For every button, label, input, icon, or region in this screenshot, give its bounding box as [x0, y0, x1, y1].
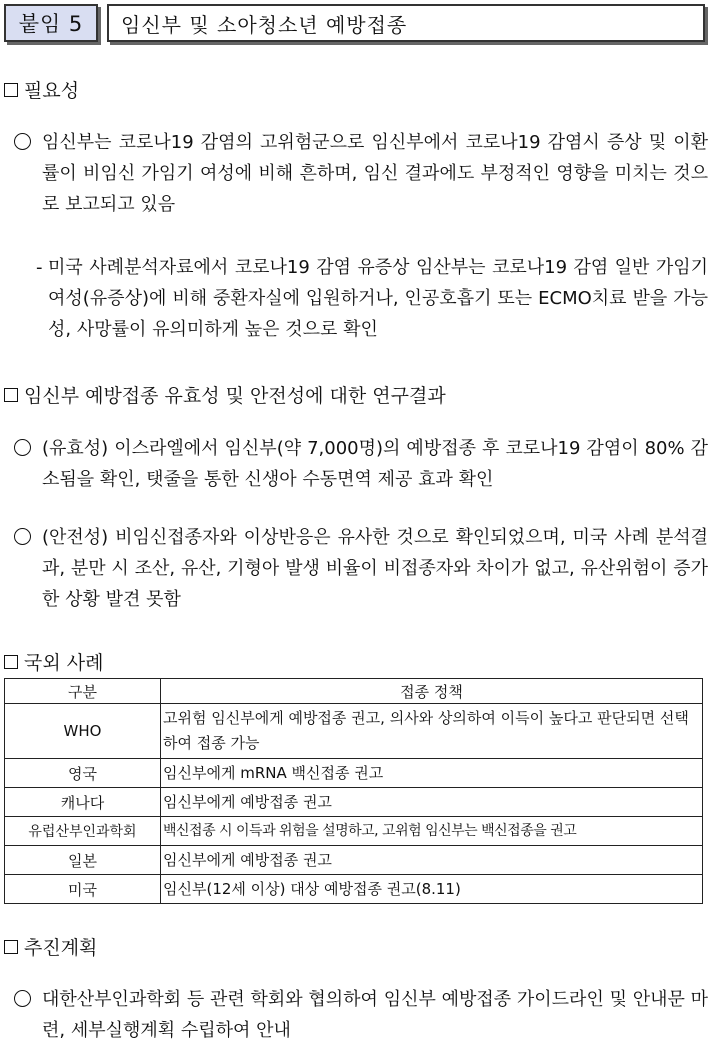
safety-paragraph	[14, 522, 708, 615]
table-cell-country: 캐나다	[5, 788, 161, 817]
sub-item-text: 미국 사례분석자료에서 코로나19 감염 유증상 임산부는 코로나19 감염 일반 가임기 여성(유증상)에 비해 중환자실에 입원하거나, 인공호흡기 또는 ECMO치료 받을 가능성, 사망률이 유의미하게 높은 것으로 확인	[48, 257, 708, 340]
table-row	[5, 875, 703, 904]
section-heading-label: 추진계획	[24, 937, 98, 959]
table-cell-country: WHO	[5, 704, 161, 759]
section-heading-research	[4, 381, 446, 408]
table-cell-policy: 임신부에게 예방접종 권고	[161, 788, 703, 817]
square-bullet-icon	[4, 655, 18, 669]
section-heading-label: 필요성	[24, 80, 80, 102]
section-heading-necessity	[4, 76, 79, 103]
table-cell-policy: 임신부에게 예방접종 권고	[161, 846, 703, 875]
table-row	[5, 704, 703, 759]
section-heading-label: 임신부 예방접종 유효성 및 안전성에 대한 연구결과	[24, 385, 446, 407]
document-title: 임신부 및 소아청소년 예방접종	[107, 4, 705, 42]
plan-paragraph	[14, 984, 708, 1046]
dash-bullet: -	[36, 257, 43, 278]
necessity-sub-item	[36, 252, 708, 345]
paragraph-text: 임신부는 코로나19 감염의 고위험군으로 임신부에서 코로나19 감염시 증상 및 이환률이 비임신 가임기 여성에 비해 흔하며, 임신 결과에도 부정적인 영향을 미치는 것으로 보고되고 있음	[42, 132, 708, 215]
table-row	[5, 759, 703, 788]
circle-bullet-icon	[14, 990, 31, 1007]
table-row	[5, 846, 703, 875]
table-cell-country: 미국	[5, 875, 161, 904]
table-header-row	[5, 679, 703, 704]
table-row	[5, 788, 703, 817]
circle-bullet-icon	[14, 528, 31, 545]
necessity-paragraph	[14, 127, 708, 220]
section-heading-overseas	[4, 648, 103, 675]
circle-bullet-icon	[14, 439, 31, 456]
table-cell-policy: 고위험 임신부에게 예방접종 권고, 의사와 상의하여 이득이 높다고 판단되면 선택하여 접종 가능	[161, 704, 703, 759]
table-cell-policy: 임신부(12세 이상) 대상 예방접종 권고(8.11)	[161, 875, 703, 904]
square-bullet-icon	[4, 388, 18, 402]
efficacy-paragraph	[14, 433, 708, 495]
attachment-tag: 붙임 5	[4, 4, 98, 42]
overseas-policy-table	[4, 678, 703, 904]
square-bullet-icon	[4, 83, 18, 97]
column-header: 접종 정책	[161, 679, 703, 704]
section-heading-label: 국외 사례	[24, 652, 104, 674]
section-heading-plan	[4, 933, 97, 960]
table-cell-policy: 임신부에게 mRNA 백신접종 권고	[161, 759, 703, 788]
table-cell-country: 유럽산부인과학회	[5, 817, 161, 846]
table-row	[5, 817, 703, 846]
circle-bullet-icon	[14, 133, 31, 150]
paragraph-text: (안전성) 비임신접종자와 이상반응은 유사한 것으로 확인되었으며, 미국 사례 분석결과, 분만 시 조산, 유산, 기형아 발생 비율이 비접종자와 차이가 없고, 유산위험이 증가한 상황 발견 못함	[42, 527, 708, 610]
square-bullet-icon	[4, 940, 18, 954]
table-cell-country: 영국	[5, 759, 161, 788]
table-cell-country: 일본	[5, 846, 161, 875]
table-cell-policy: 백신접종 시 이득과 위험을 설명하고, 고위험 임신부는 백신접종을 권고	[161, 817, 703, 846]
paragraph-text: 대한산부인과학회 등 관련 학회와 협의하여 임신부 예방접종 가이드라인 및 안내문 마련, 세부실행계획 수립하여 안내	[42, 989, 708, 1041]
column-header: 구분	[5, 679, 161, 704]
paragraph-text: (유효성) 이스라엘에서 임신부(약 7,000명)의 예방접종 후 코로나19 감염이 80% 감소됨을 확인, 탯줄을 통한 신생아 수동면역 제공 효과 확인	[42, 438, 708, 490]
